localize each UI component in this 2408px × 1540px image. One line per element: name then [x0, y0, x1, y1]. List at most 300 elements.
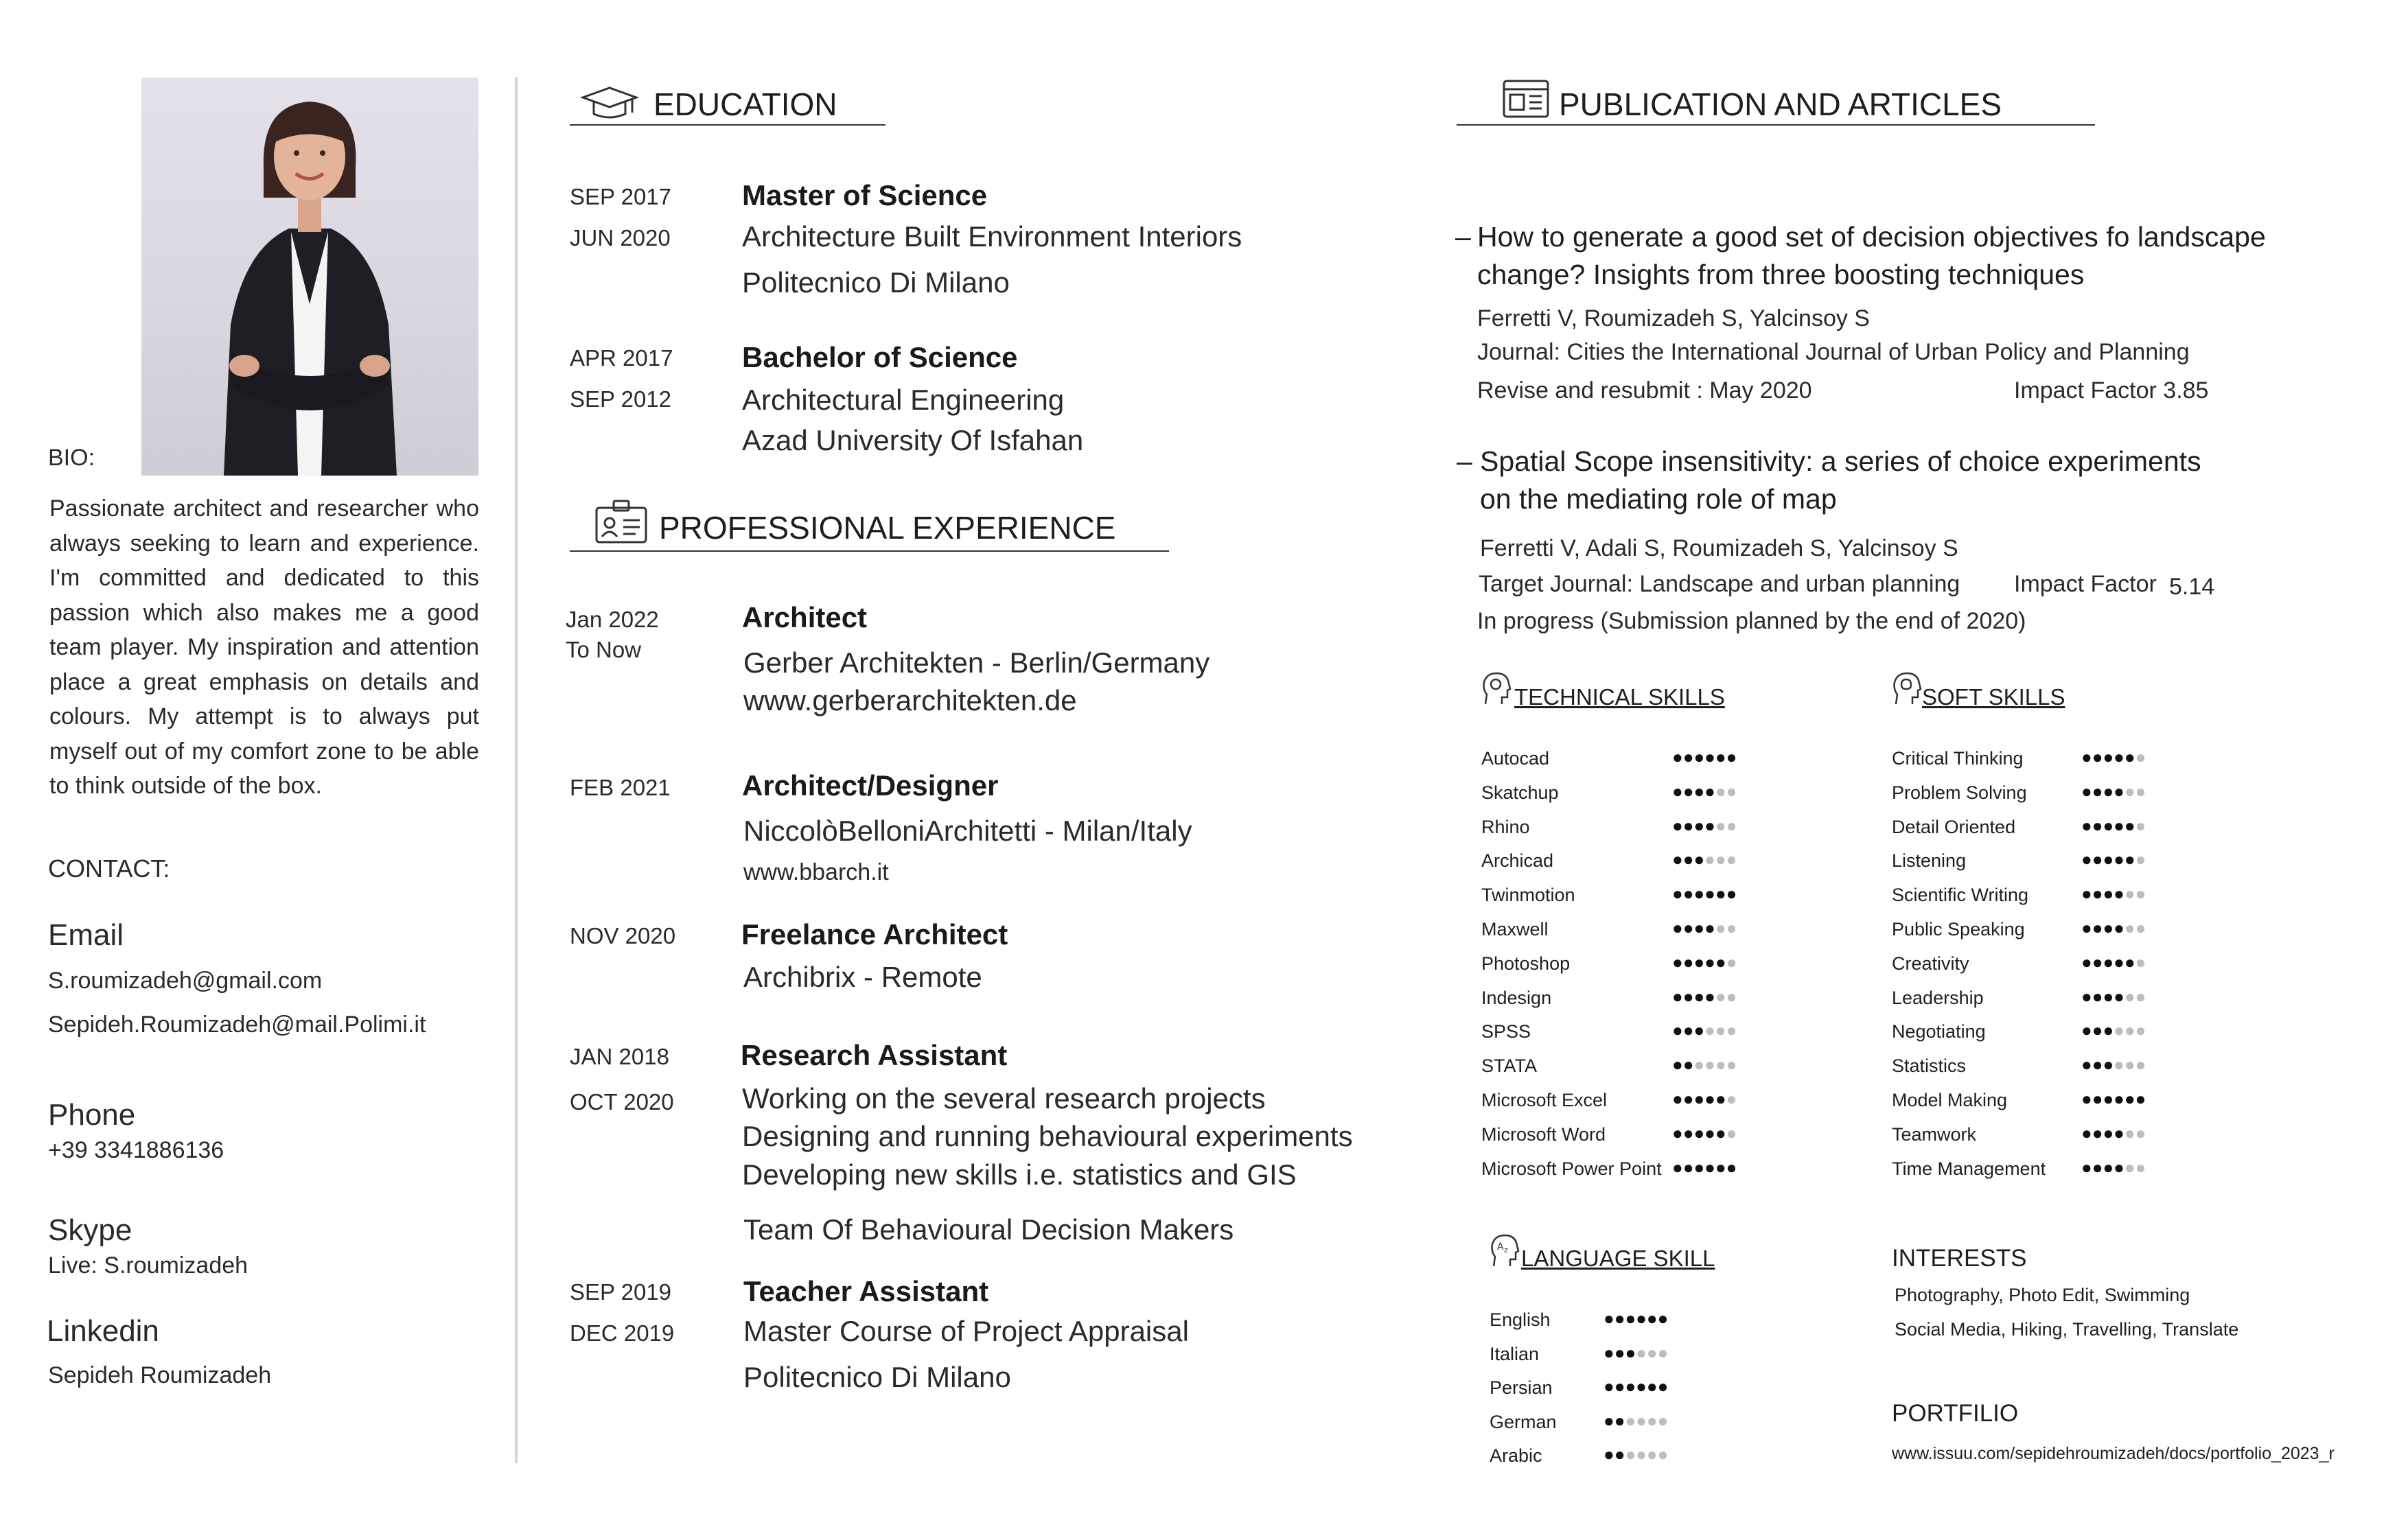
soft-skill-name: Time Management: [1892, 1158, 2046, 1179]
rating-dot-empty: ●: [1625, 1444, 1636, 1465]
technical-skill-rating: [1672, 815, 1737, 837]
language-skill-name: Persian: [1490, 1377, 1553, 1398]
language-skill-rating: [1604, 1342, 1668, 1364]
rating-dot-filled: ●: [2081, 918, 2092, 938]
publications-rule: [1457, 124, 2095, 126]
email-secondary[interactable]: Sepideh.Roumizadeh@mail.Polimi.it: [48, 1012, 426, 1038]
rating-dot-filled: ●: [2114, 883, 2125, 905]
pub-1-authors: Ferretti V, Roumizadeh S, Yalcinsoy S: [1477, 305, 1870, 331]
rating-dot-empty: ●: [1636, 1342, 1647, 1363]
rating-dot-empty: ●: [2135, 849, 2146, 870]
rating-dot-empty: ●: [2124, 1156, 2135, 1178]
rating-dot-filled: ●: [1625, 1376, 1636, 1397]
rating-dot-filled: ●: [1715, 1156, 1726, 1178]
rating-dot-filled: ●: [1715, 747, 1726, 767]
bio-label: BIO:: [48, 445, 95, 471]
soft-skill-rating: [2081, 1088, 2146, 1110]
language-skill-rating: [1604, 1308, 1668, 1329]
exp-4-date-start: JAN 2018: [570, 1044, 669, 1069]
rating-dot-filled: ●: [2092, 1054, 2103, 1075]
rating-dot-filled: ●: [1672, 951, 1683, 972]
rating-dot-filled: ●: [1704, 1122, 1715, 1143]
exp-2-role: Architect/Designer: [742, 769, 999, 802]
rating-dot-filled: ●: [1636, 1376, 1647, 1397]
rating-dot-filled: ●: [1625, 1308, 1636, 1329]
technical-skill-name: Microsoft Power Point: [1481, 1158, 1662, 1179]
rating-dot-filled: ●: [1604, 1444, 1614, 1465]
exp-1-date-start: Jan 2022: [566, 607, 659, 632]
soft-skill-rating: [2081, 849, 2146, 870]
soft-skill-rating: [2081, 986, 2146, 1007]
rating-dot-empty: ●: [1726, 951, 1737, 972]
soft-skill-name: Problem Solving: [1892, 782, 2027, 803]
technical-skill-rating: [1672, 1123, 1737, 1144]
edu-2-degree: Bachelor of Science: [742, 341, 1018, 373]
email-primary[interactable]: S.roumizadeh@gmail.com: [48, 968, 323, 994]
rating-dot-empty: ●: [1726, 985, 1737, 1007]
soft-skill-name: Leadership: [1892, 987, 1984, 1008]
rating-dot-filled: ●: [1682, 815, 1694, 836]
exp-5-role: Teacher Assistant: [743, 1275, 989, 1307]
rating-dot-filled: ●: [2081, 1088, 2092, 1109]
rating-dot-empty: ●: [2124, 780, 2135, 802]
rating-dot-filled: ●: [1704, 918, 1715, 938]
technical-skill-name: Autocad: [1481, 748, 1550, 769]
rating-dot-empty: ●: [1625, 1410, 1636, 1431]
rating-dot-filled: ●: [1614, 1444, 1625, 1465]
rating-dot-filled: ●: [1657, 1376, 1669, 1397]
technical-skill-name: SPSS: [1481, 1021, 1531, 1042]
technical-skills-title: TECHNICAL SKILLS: [1514, 684, 1725, 710]
rating-dot-filled: ●: [2114, 918, 2125, 938]
technical-skill-name: Skatchup: [1481, 782, 1559, 803]
rating-dot-empty: ●: [1715, 985, 1726, 1007]
exp-4-role: Research Assistant: [741, 1039, 1008, 1071]
technical-skill-rating: [1672, 1054, 1737, 1075]
rating-dot-empty: ●: [1704, 1020, 1715, 1041]
technical-skill-name: Indesign: [1481, 987, 1552, 1008]
rating-dot-empty: ●: [1726, 849, 1737, 870]
rating-dot-empty: ●: [2135, 951, 2146, 972]
column-divider: [515, 77, 518, 1463]
linkedin-label: Linkedin: [47, 1314, 159, 1348]
rating-dot-empty: ●: [2124, 985, 2135, 1007]
rating-dot-filled: ●: [2114, 815, 2125, 836]
pub-1-journal: Journal: Cities the International Journal of Urban Policy and Planning: [1477, 339, 2190, 365]
rating-dot-filled: ●: [1672, 1054, 1683, 1075]
rating-dot-empty: ●: [2135, 1020, 2146, 1041]
pub-2-impact-value: 5.14: [2169, 574, 2215, 600]
technical-skill-rating: [1672, 918, 1737, 939]
exp-1-date-end: To Now: [566, 637, 642, 662]
contact-label: CONTACT:: [48, 854, 170, 883]
soft-skill-rating: [2081, 815, 2146, 837]
exp-2-website[interactable]: www.bbarch.it: [743, 859, 889, 885]
rating-dot-filled: ●: [2092, 815, 2103, 836]
rating-dot-filled: ●: [1693, 985, 1705, 1007]
rating-dot-filled: ●: [2081, 780, 2092, 802]
phone-label: Phone: [48, 1098, 136, 1132]
soft-skill-name: Listening: [1892, 850, 1967, 872]
rating-dot-filled: ●: [1672, 1156, 1683, 1178]
rating-dot-empty: ●: [1704, 849, 1715, 870]
rating-dot-filled: ●: [1726, 747, 1737, 767]
rating-dot-filled: ●: [2092, 1156, 2103, 1178]
exp-5-date-start: SEP 2019: [570, 1279, 672, 1305]
rating-dot-empty: ●: [1715, 780, 1726, 802]
rating-dot-filled: ●: [1672, 883, 1683, 905]
rating-dot-filled: ●: [2124, 747, 2135, 767]
rating-dot-filled: ●: [1682, 1088, 1694, 1109]
rating-dot-filled: ●: [2081, 747, 2092, 767]
language-skill-name: English: [1490, 1309, 1551, 1330]
profile-photo: [141, 78, 478, 476]
rating-dot-filled: ●: [1604, 1410, 1614, 1431]
technical-skill-rating: [1672, 747, 1737, 768]
rating-dot-filled: ●: [2081, 1020, 2092, 1041]
soft-skill-name: Statistics: [1892, 1055, 1967, 1077]
rating-dot-filled: ●: [1693, 780, 1705, 802]
rating-dot-empty: ●: [2135, 883, 2146, 905]
rating-dot-filled: ●: [1682, 918, 1694, 938]
rating-dot-empty: ●: [2114, 1020, 2125, 1041]
rating-dot-empty: ●: [1704, 1054, 1715, 1075]
soft-skill-name: Teamwork: [1892, 1123, 1977, 1145]
rating-dot-filled: ●: [1693, 1088, 1705, 1109]
interests-line-2: Social Media, Hiking, Travelling, Translate: [1895, 1319, 2239, 1340]
pub-2-status: In progress (Submission planned by the end of 2020): [1477, 608, 2026, 634]
rating-dot-filled: ●: [2092, 780, 2103, 802]
rating-dot-empty: ●: [1715, 1020, 1726, 1041]
experience-rule: [570, 550, 1169, 552]
rating-dot-empty: ●: [1726, 918, 1737, 938]
interests-line-1: Photography, Photo Edit, Swimming: [1895, 1285, 2190, 1305]
skype-label: Skype: [48, 1213, 132, 1247]
rating-dot-filled: ●: [2092, 883, 2103, 905]
technical-skill-name: Microsoft Word: [1481, 1123, 1606, 1145]
rating-dot-empty: ●: [1657, 1342, 1669, 1363]
rating-dot-filled: ●: [1693, 883, 1705, 905]
rating-dot-filled: ●: [2081, 1054, 2092, 1075]
rating-dot-filled: ●: [2103, 1156, 2114, 1178]
rating-dot-empty: ●: [1726, 1020, 1737, 1041]
rating-dot-filled: ●: [1704, 985, 1715, 1007]
rating-dot-empty: ●: [2124, 883, 2135, 905]
exp-2-date: FEB 2021: [570, 775, 671, 800]
rating-dot-filled: ●: [2103, 985, 2114, 1007]
pub-2-dash: –: [1457, 445, 1472, 477]
exp-1-company: Gerber Architekten - Berlin/Germany: [743, 646, 1210, 679]
rating-dot-filled: ●: [2114, 780, 2125, 802]
rating-dot-filled: ●: [1682, 849, 1694, 870]
head-brain-icon: [1892, 671, 1922, 710]
rating-dot-empty: ●: [1726, 815, 1737, 836]
rating-dot-empty: ●: [1646, 1444, 1658, 1465]
rating-dot-empty: ●: [1715, 1054, 1726, 1075]
rating-dot-empty: ●: [1636, 1444, 1647, 1465]
rating-dot-filled: ●: [1625, 1342, 1636, 1363]
soft-skills-title: SOFT SKILLS: [1922, 684, 2065, 710]
exp-4-date-end: OCT 2020: [570, 1089, 674, 1115]
soft-skill-name: Model Making: [1892, 1090, 2008, 1110]
rating-dot-empty: ●: [2124, 1020, 2135, 1041]
svg-text:z: z: [1504, 1246, 1508, 1255]
rating-dot-empty: ●: [1636, 1410, 1647, 1431]
phone-number[interactable]: +39 3341886136: [48, 1137, 224, 1163]
rating-dot-empty: ●: [1657, 1444, 1669, 1465]
soft-skill-rating: [2081, 781, 2146, 802]
rating-dot-empty: ●: [1715, 815, 1726, 836]
rating-dot-filled: ●: [1646, 1376, 1658, 1397]
soft-skill-name: Public Speaking: [1892, 919, 2025, 940]
rating-dot-filled: ●: [2103, 747, 2114, 767]
rating-dot-empty: ●: [2135, 815, 2146, 836]
rating-dot-filled: ●: [1672, 1122, 1683, 1143]
rating-dot-filled: ●: [2081, 951, 2092, 972]
rating-dot-filled: ●: [1672, 985, 1683, 1007]
rating-dot-empty: ●: [1715, 918, 1726, 938]
exp-4-line-3: Developing new skills i.e. statistics and GIS: [742, 1158, 1297, 1191]
exp-5-school: Politecnico Di Milano: [743, 1361, 1011, 1393]
rating-dot-empty: ●: [1646, 1410, 1658, 1431]
technical-skill-name: STATA: [1481, 1055, 1537, 1077]
rating-dot-filled: ●: [1715, 951, 1726, 972]
rating-dot-filled: ●: [1682, 1122, 1694, 1143]
rating-dot-empty: ●: [2135, 1122, 2146, 1143]
exp-2-company: NiccolòBelloniArchitetti - Milan/Italy: [743, 815, 1192, 847]
technical-skill-name: Photoshop: [1481, 953, 1571, 974]
technical-skill-rating: [1672, 781, 1737, 802]
edu-1-degree: Master of Science: [742, 179, 988, 211]
rating-dot-filled: ●: [1715, 883, 1726, 905]
edu-1-date-end: JUN 2020: [570, 225, 671, 250]
rating-dot-filled: ●: [2103, 1122, 2114, 1143]
rating-dot-filled: ●: [2103, 951, 2114, 972]
technical-skill-name: Rhino: [1481, 816, 1530, 837]
rating-dot-filled: ●: [1682, 883, 1694, 905]
edu-1-date-start: SEP 2017: [570, 184, 672, 209]
edu-2-date-end: SEP 2012: [570, 386, 672, 412]
technical-skill-rating: [1672, 1088, 1737, 1110]
rating-dot-filled: ●: [1704, 951, 1715, 972]
rating-dot-filled: ●: [2081, 1156, 2092, 1178]
rating-dot-filled: ●: [2081, 883, 2092, 905]
rating-dot-filled: ●: [2092, 1088, 2103, 1109]
id-badge-icon: [594, 500, 648, 548]
rating-dot-filled: ●: [2114, 1088, 2125, 1109]
rating-dot-filled: ●: [1672, 815, 1683, 836]
rating-dot-filled: ●: [1693, 815, 1705, 836]
rating-dot-filled: ●: [2114, 985, 2125, 1007]
rating-dot-filled: ●: [1704, 747, 1715, 767]
portfolio-link[interactable]: www.issuu.com/sepidehroumizadeh/docs/portfolio_2023_r: [1892, 1444, 2335, 1463]
exp-4-line-2: Designing and running behavioural experiments: [742, 1120, 1353, 1152]
soft-skill-rating: [2081, 1020, 2146, 1041]
rating-dot-empty: ●: [1657, 1410, 1669, 1431]
language-skill-name: Italian: [1490, 1343, 1540, 1364]
soft-skill-rating: [2081, 747, 2146, 768]
soft-skill-name: Detail Oriented: [1892, 816, 2016, 837]
head-language-icon: [1490, 1233, 1520, 1272]
rating-dot-filled: ●: [1672, 747, 1683, 767]
rating-dot-filled: ●: [1693, 1020, 1705, 1041]
rating-dot-empty: ●: [2135, 780, 2146, 802]
soft-skill-name: Negotiating: [1892, 1021, 1986, 1042]
exp-3-company: Archibrix - Remote: [743, 961, 982, 993]
rating-dot-filled: ●: [1682, 951, 1694, 972]
rating-dot-filled: ●: [2124, 849, 2135, 870]
portfolio-title: PORTFILIO: [1892, 1400, 2019, 1427]
rating-dot-filled: ●: [2081, 1122, 2092, 1143]
rating-dot-filled: ●: [1672, 918, 1683, 938]
exp-1-role: Architect: [742, 601, 868, 633]
exp-4-line-1: Working on the several research projects: [742, 1082, 1266, 1115]
rating-dot-filled: ●: [1693, 1156, 1705, 1178]
rating-dot-filled: ●: [2092, 1122, 2103, 1143]
rating-dot-empty: ●: [1726, 1054, 1737, 1075]
language-skill-rating: [1604, 1444, 1668, 1465]
exp-3-role: Freelance Architect: [741, 918, 1008, 950]
pub-1-title-line-1: How to generate a good set of decision objectives fo landscape: [1477, 221, 2266, 253]
rating-dot-filled: ●: [1715, 1122, 1726, 1143]
rating-dot-filled: ●: [2124, 951, 2135, 972]
education-title: EDUCATION: [653, 86, 837, 122]
svg-text:A: A: [1497, 1241, 1504, 1252]
pub-2-authors: Ferretti V, Adali S, Roumizadeh S, Yalcinsoy S: [1480, 535, 1958, 561]
interests-title: INTERESTS: [1892, 1245, 2027, 1272]
rating-dot-filled: ●: [2124, 1088, 2135, 1109]
rating-dot-filled: ●: [2103, 918, 2114, 938]
pub-2-journal: Target Journal: Landscape and urban planning: [1479, 571, 1960, 597]
rating-dot-filled: ●: [2135, 1088, 2146, 1109]
rating-dot-filled: ●: [1682, 985, 1694, 1007]
technical-skill-rating: [1672, 986, 1737, 1007]
soft-skill-name: Scientific Writing: [1892, 885, 2029, 906]
skype-id[interactable]: Live: S.roumizadeh: [48, 1252, 248, 1279]
exp-4-team: Team Of Behavioural Decision Makers: [743, 1213, 1234, 1246]
pub-1-impact: Impact Factor 3.85: [2014, 377, 2209, 404]
technical-skill-name: Archicad: [1481, 850, 1554, 872]
technical-skill-rating: [1672, 952, 1737, 973]
rating-dot-empty: ●: [1726, 1088, 1737, 1109]
rating-dot-filled: ●: [2114, 1156, 2125, 1178]
rating-dot-filled: ●: [2092, 985, 2103, 1007]
rating-dot-filled: ●: [1704, 1088, 1715, 1109]
soft-skill-rating: [2081, 883, 2146, 905]
newspaper-icon: [1502, 79, 1550, 122]
edu-2-date-start: APR 2017: [570, 345, 673, 371]
exp-1-website[interactable]: www.gerberarchitekten.de: [743, 684, 1077, 716]
technical-skill-rating: [1672, 849, 1737, 870]
rating-dot-filled: ●: [2092, 747, 2103, 767]
rating-dot-filled: ●: [1614, 1342, 1625, 1363]
rating-dot-filled: ●: [1704, 780, 1715, 802]
rating-dot-empty: ●: [1726, 1122, 1737, 1143]
rating-dot-empty: ●: [2135, 1156, 2146, 1178]
bio-text: Passionate architect and researcher who always seeking to learn and experience. I'm committed and dedicated to this passion which also makes me a good team player. My inspiration and attention place a great emphasis on details and colours. My attempt is to always put myself out of my comfort zone to be able to think outside of the box.: [49, 495, 479, 799]
rating-dot-filled: ●: [2124, 815, 2135, 836]
rating-dot-filled: ●: [2092, 849, 2103, 870]
rating-dot-filled: ●: [2103, 1088, 2114, 1109]
rating-dot-empty: ●: [1715, 849, 1726, 870]
rating-dot-filled: ●: [1672, 1020, 1683, 1041]
rating-dot-empty: ●: [2124, 1054, 2135, 1075]
rating-dot-filled: ●: [1682, 1156, 1694, 1178]
rating-dot-filled: ●: [1682, 747, 1694, 767]
rating-dot-filled: ●: [1682, 1054, 1694, 1075]
exp-5-date-end: DEC 2019: [570, 1320, 675, 1346]
rating-dot-filled: ●: [1704, 883, 1715, 905]
technical-skill-rating: [1672, 883, 1737, 905]
language-skill-rating: [1604, 1376, 1668, 1397]
rating-dot-filled: ●: [1672, 780, 1683, 802]
publications-title: PUBLICATION AND ARTICLES: [1559, 86, 2002, 122]
soft-skill-rating: [2081, 918, 2146, 939]
rating-dot-empty: ●: [1726, 780, 1737, 802]
edu-2-school: Azad University Of Isfahan: [742, 424, 1084, 456]
edu-1-program: Architecture Built Environment Interiors: [742, 220, 1242, 253]
rating-dot-filled: ●: [2092, 951, 2103, 972]
language-skills-title: LANGUAGE SKILL: [1521, 1246, 1715, 1271]
rating-dot-filled: ●: [1604, 1342, 1614, 1363]
soft-skill-rating: [2081, 1054, 2146, 1075]
experience-title: PROFESSIONAL EXPERIENCE: [659, 510, 1116, 546]
rating-dot-filled: ●: [2092, 918, 2103, 938]
pub-2-impact-label: Impact Factor: [2014, 571, 2157, 597]
rating-dot-filled: ●: [2114, 849, 2125, 870]
pub-2-title-line-1: Spatial Scope insensitivity: a series of choice experiments: [1480, 445, 2201, 477]
technical-skill-name: Twinmotion: [1481, 885, 1575, 906]
rating-dot-empty: ●: [1693, 1054, 1705, 1075]
rating-dot-filled: ●: [1693, 1122, 1705, 1143]
technical-skill-rating: [1672, 1157, 1737, 1178]
rating-dot-filled: ●: [1682, 780, 1694, 802]
soft-skill-name: Critical Thinking: [1892, 748, 2024, 769]
rating-dot-empty: ●: [2135, 747, 2146, 767]
pub-1-title-line-2: change? Insights from three boosting techniques: [1477, 259, 2085, 290]
education-rule: [570, 124, 885, 126]
rating-dot-filled: ●: [1715, 1088, 1726, 1109]
exp-3-date: NOV 2020: [570, 923, 676, 948]
rating-dot-filled: ●: [1672, 1088, 1683, 1109]
rating-dot-filled: ●: [2103, 1054, 2114, 1075]
linkedin-name[interactable]: Sepideh Roumizadeh: [48, 1362, 272, 1388]
rating-dot-filled: ●: [1636, 1308, 1647, 1329]
email-label: Email: [48, 918, 124, 952]
rating-dot-filled: ●: [2081, 815, 2092, 836]
rating-dot-filled: ●: [1614, 1308, 1625, 1329]
rating-dot-filled: ●: [2103, 849, 2114, 870]
rating-dot-empty: ●: [1646, 1342, 1658, 1363]
rating-dot-empty: ●: [2135, 985, 2146, 1007]
rating-dot-filled: ●: [1704, 1156, 1715, 1178]
soft-skill-rating: [2081, 1157, 2146, 1178]
rating-dot-filled: ●: [2103, 1020, 2114, 1041]
pub-2-title-line-2: on the mediating role of map: [1480, 483, 1837, 515]
soft-skill-rating: [2081, 952, 2146, 973]
rating-dot-filled: ●: [2114, 1122, 2125, 1143]
rating-dot-empty: ●: [2135, 918, 2146, 938]
rating-dot-filled: ●: [2114, 951, 2125, 972]
rating-dot-filled: ●: [2103, 780, 2114, 802]
rating-dot-filled: ●: [1693, 747, 1705, 767]
rating-dot-filled: ●: [2103, 883, 2114, 905]
rating-dot-empty: ●: [2124, 1122, 2135, 1143]
pub-1-dash: –: [1455, 221, 1471, 253]
rating-dot-filled: ●: [1657, 1308, 1669, 1329]
edu-1-school: Politecnico Di Milano: [742, 266, 1010, 299]
rating-dot-filled: ●: [1614, 1410, 1625, 1431]
